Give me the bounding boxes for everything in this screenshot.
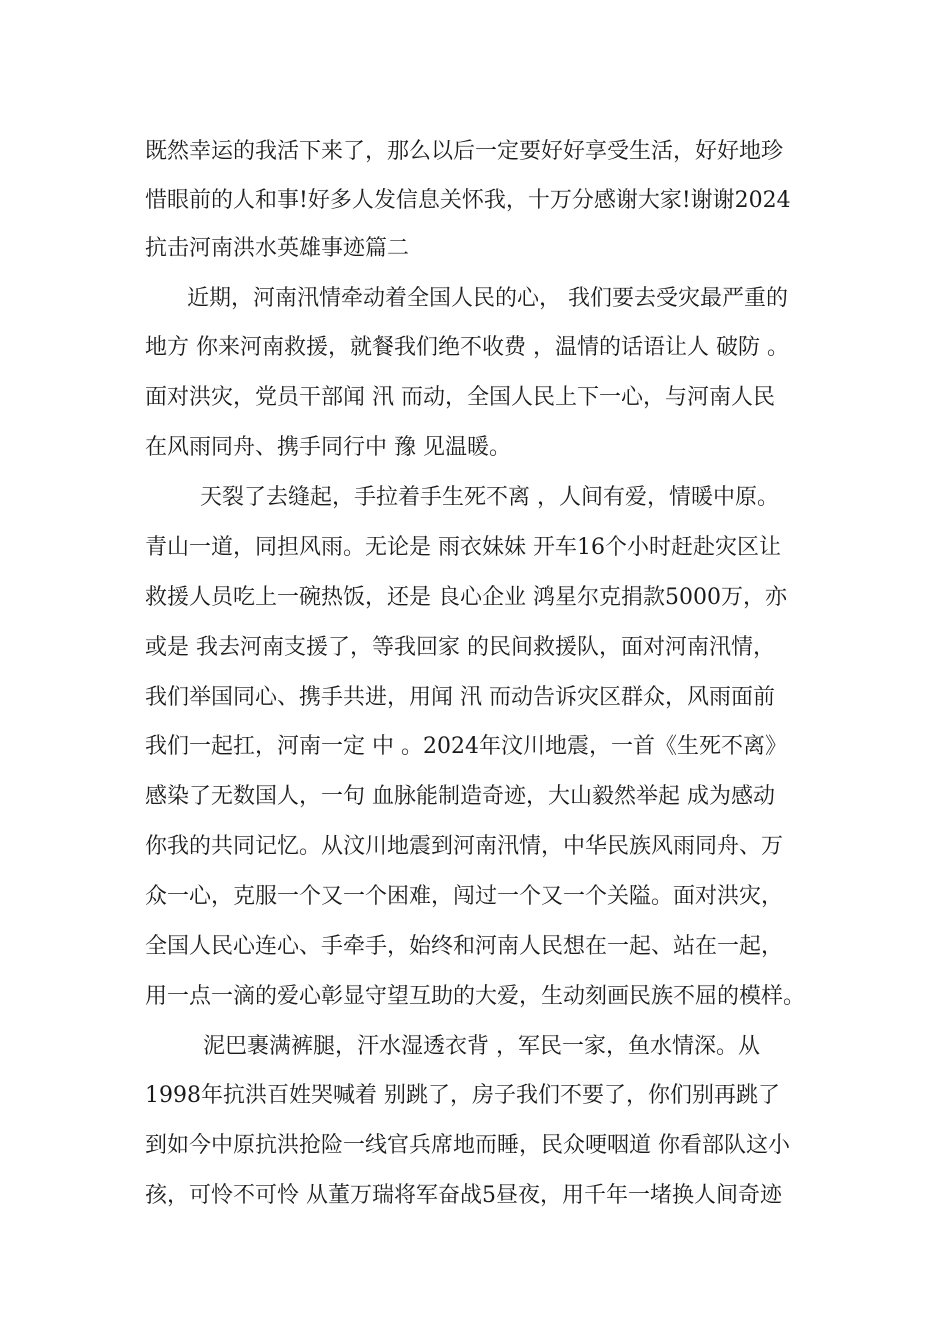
text-line: 地方 你来河南救援，就餐我们绝不收费 ，温情的话语让人 破防 。 [145,335,789,360]
text-line: 天裂了去缝起，手拉着手生死不离 ，人间有爱，情暖中原。 [200,485,779,510]
text-line: 救援人员吃上一碗热饭，还是 良心企业 鸿星尔克捐款5000万，亦 [145,585,787,610]
text-line: 既然幸运的我活下来了，那么以后一定要好好享受生活，好好地珍 [145,139,784,164]
text-line: 感染了无数国人，一句 血脉能制造奇迹，大山毅然举起 成为感动 [145,784,775,809]
text-line: 泥巴裹满裤腿，汗水湿透衣背 ，军民一家，鱼水情深。从 [203,1034,760,1059]
text-line: 全国人民心连心、手牵手，始终和河南人民想在一起、站在一起， [145,934,784,959]
text-line: 孩，可怜不可怜 从董万瑞将军奋战5昼夜，用千年一堵换人间奇迹 [145,1183,782,1208]
text-line: 我们举国同心、携手共进，用闻 汛 而动告诉灾区群众，风雨面前 [145,685,775,710]
text-line: 青山一道，同担风雨。无论是 雨衣妹妹 开车16个小时赶赴灾区让 [145,535,781,560]
text-line: 众一心，克服一个又一个困难，闯过一个又一个关隘。面对洪灾， [145,884,784,909]
text-line: 1998年抗洪百姓哭喊着 别跳了，房子我们不要了，你们别再跳了 [145,1083,780,1108]
text-line: 在风雨同舟、携手同行中 豫 见温暖。 [145,435,511,460]
text-line: 或是 我去河南支援了，等我回家 的民间救援队，面对河南汛情， [145,635,775,660]
text-line: 用一点一滴的爱心彰显守望互助的大爱，生动刻画民族不屈的模样。 [145,984,806,1009]
text-line: 面对洪灾，党员干部闻 汛 而动，全国人民上下一心，与河南人民 [145,385,775,410]
text-line: 到如今中原抗洪抢险一线官兵席地而睡，民众哽咽道 你看部队这小 [145,1133,790,1158]
section-heading: 抗击河南洪水英雄事迹篇二 [145,236,410,261]
text-line: 惜眼前的人和事!好多人发信息关怀我，十万分感谢大家!谢谢2024 [145,188,791,213]
text-line: 我们一起扛，河南一定 中 。2024年汶川地震，一首《生死不离》 [145,734,787,759]
text-line: 你我的共同记忆。从汶川地震到河南汛情，中华民族风雨同舟、万 [145,834,784,859]
text-line: 近期，河南汛情牵动着全国人民的心， 我们要去受灾最严重的 [187,286,788,311]
